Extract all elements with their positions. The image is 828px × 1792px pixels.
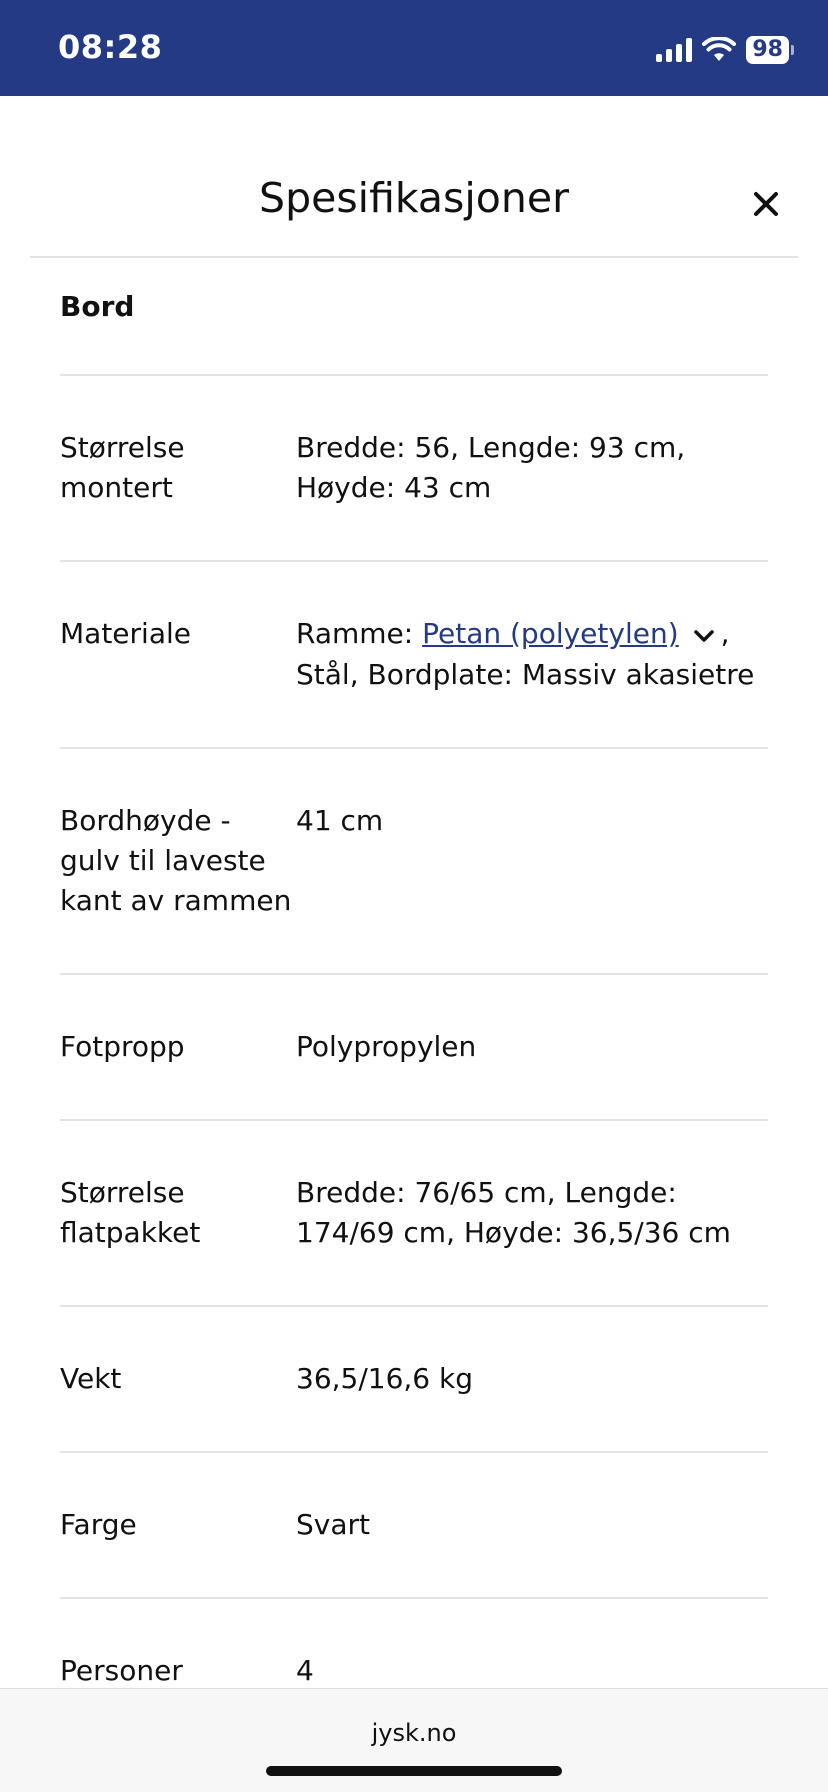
spec-label: Vekt [60, 1362, 122, 1395]
spec-list [60, 258, 768, 1745]
status-time: 08:28 [58, 28, 163, 66]
home-indicator[interactable] [266, 1766, 562, 1776]
spec-value: 36,5/16,6 kg [296, 1362, 474, 1395]
modal-header [30, 96, 798, 258]
spec-label: Størrelse flatpakket [60, 1176, 201, 1249]
spec-label: Størrelse montert [60, 431, 185, 504]
material-link[interactable]: Petan (polyetylen) [422, 617, 679, 650]
spec-label: Farge [60, 1508, 137, 1541]
spec-row-color [60, 1453, 768, 1599]
spec-label: Bordhøyde - gulv til laveste kant av rammen [60, 804, 292, 917]
close-icon [744, 182, 788, 226]
spec-value: Svart [296, 1508, 370, 1541]
spec-value: Polypropylen [296, 1030, 477, 1063]
spec-value: Bredde: 76/65 cm, Lengde: 174/69 cm, Høyde: 36,5/36 cm [296, 1176, 731, 1249]
spec-row-foot-cap [60, 975, 768, 1121]
spec-row-weight [60, 1307, 768, 1453]
battery-level: 98 [746, 36, 789, 64]
spec-value [296, 614, 768, 695]
browser-bottom-bar [0, 1688, 828, 1792]
wifi-icon [702, 37, 736, 63]
spec-label: Materiale [60, 617, 191, 650]
cellular-signal-icon [656, 38, 692, 62]
spec-value: 41 cm [296, 804, 384, 837]
material-suffix: , Stål, Bordplate: Massiv akasietre [296, 617, 755, 691]
spec-row-size-flatpacked [60, 1121, 768, 1307]
spec-row-size-assembled [60, 376, 768, 562]
close-button[interactable] [744, 182, 788, 226]
spec-label: Personer [60, 1654, 183, 1687]
material-prefix: Ramme: [296, 617, 423, 650]
spec-label: Fotpropp [60, 1030, 185, 1063]
chevron-down-icon[interactable] [693, 615, 715, 655]
battery-icon [746, 36, 794, 64]
spec-row-material [60, 562, 768, 749]
section-title: Bord [60, 258, 768, 376]
spec-value: 4 [296, 1654, 314, 1687]
status-bar [0, 0, 828, 96]
spec-row-table-height [60, 749, 768, 975]
url-text[interactable]: jysk.no [371, 1719, 457, 1747]
page-title: Spesifikasjoner [259, 174, 569, 222]
spec-value: Bredde: 56, Lengde: 93 cm, Høyde: 43 cm [296, 431, 686, 504]
status-icons [656, 30, 794, 70]
